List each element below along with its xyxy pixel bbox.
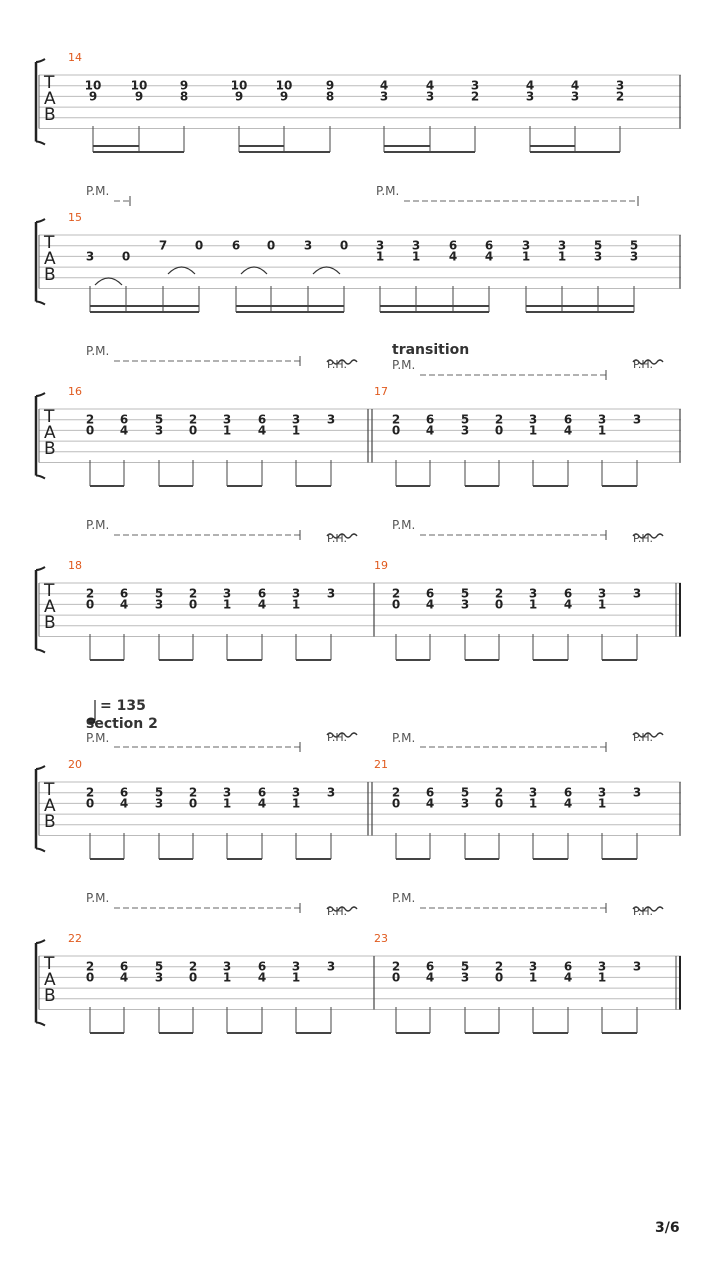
fret-number: 9 (234, 89, 244, 104)
fret-number: 1 (222, 423, 232, 438)
tab-clef-letter: A (44, 796, 56, 816)
fret-number: 3 (597, 412, 607, 427)
fret-number: 2 (85, 412, 95, 427)
fret-number: 4 (119, 423, 129, 438)
tab-clef-letter: T (44, 954, 55, 974)
fret-number: 0 (121, 249, 131, 264)
fret-number: 0 (85, 423, 95, 438)
fret-number: 9 (279, 89, 289, 104)
fret-number: 7 (158, 238, 168, 253)
palm-mute-label: P.M. (86, 184, 110, 198)
pinch-harmonic-label: P.H. (327, 731, 347, 744)
fret-number: 2 (85, 959, 95, 974)
fret-number: 3 (593, 249, 603, 264)
fret-number: 2 (391, 412, 401, 427)
tab-clef-letter: T (44, 73, 55, 93)
palm-mute-label: P.M. (86, 344, 110, 358)
fret-number: 1 (528, 970, 538, 985)
fret-number: 1 (528, 597, 538, 612)
fret-number: 0 (188, 796, 198, 811)
pinch-harmonic-label: P.H. (327, 358, 347, 371)
fret-number: 3 (528, 586, 538, 601)
fret-number: 3 (460, 970, 470, 985)
pinch-harmonic-label: P.H. (327, 532, 347, 545)
tab-clef-letter: B (44, 986, 56, 1006)
fret-number: 4 (570, 78, 580, 93)
fret-number: 4 (425, 597, 435, 612)
fret-number: 1 (597, 423, 607, 438)
fret-number: 4 (563, 796, 573, 811)
fret-number: 9 (88, 89, 98, 104)
fret-number: 4 (257, 423, 267, 438)
tab-clef-letter: T (44, 581, 55, 601)
fret-number: 4 (257, 970, 267, 985)
palm-mute-label: P.M. (86, 731, 110, 745)
fret-number: 3 (222, 412, 232, 427)
fret-number: 6 (425, 959, 435, 974)
measure-number: 23 (374, 932, 388, 945)
fret-number: 2 (188, 586, 198, 601)
fret-number: 3 (597, 586, 607, 601)
fret-number: 6 (257, 412, 267, 427)
fret-number: 8 (179, 89, 189, 104)
tab-clef-letter: B (44, 613, 56, 633)
fret-number: 3 (521, 238, 531, 253)
bracket-hook (36, 766, 45, 769)
fret-number: 3 (326, 412, 336, 427)
fret-number: 3 (528, 412, 538, 427)
fret-number: 3 (411, 238, 421, 253)
fret-number: 3 (154, 796, 164, 811)
fret-number: 10 (130, 78, 148, 93)
fret-number: 1 (521, 249, 531, 264)
fret-number: 3 (326, 959, 336, 974)
fret-number: 1 (222, 597, 232, 612)
fret-number: 4 (119, 970, 129, 985)
fret-number: 6 (257, 959, 267, 974)
bracket-hook (36, 59, 45, 62)
fret-number: 3 (154, 423, 164, 438)
fret-number: 6 (257, 586, 267, 601)
measure-number: 14 (68, 51, 82, 64)
fret-number: 6 (119, 785, 129, 800)
fret-number: 6 (425, 412, 435, 427)
fret-number: 6 (484, 238, 494, 253)
fret-number: 2 (391, 959, 401, 974)
fret-number: 1 (597, 597, 607, 612)
bracket-hook (36, 393, 45, 396)
fret-number: 4 (525, 78, 535, 93)
bracket-hook (36, 476, 45, 479)
fret-number: 5 (460, 959, 470, 974)
bracket-hook (36, 1023, 45, 1026)
fret-number: 3 (629, 249, 639, 264)
fret-number: 2 (188, 785, 198, 800)
fret-number: 0 (188, 970, 198, 985)
fret-number: 0 (391, 597, 401, 612)
fret-number: 10 (230, 78, 248, 93)
tab-clef-letter: T (44, 780, 55, 800)
tie-slur (168, 267, 195, 274)
fret-number: 9 (325, 78, 335, 93)
tie-slur (313, 267, 340, 274)
palm-mute-label: P.M. (376, 184, 400, 198)
tie-slur (241, 267, 267, 274)
measure-number: 18 (68, 559, 82, 572)
fret-number: 5 (154, 959, 164, 974)
fret-number: 4 (425, 78, 435, 93)
fret-number: 5 (154, 586, 164, 601)
fret-number: 0 (494, 597, 504, 612)
fret-number: 5 (593, 238, 603, 253)
fret-number: 4 (563, 423, 573, 438)
fret-number: 5 (629, 238, 639, 253)
fret-number: 6 (231, 238, 241, 253)
fret-number: 10 (84, 78, 102, 93)
fret-number: 5 (154, 412, 164, 427)
fret-number: 3 (632, 412, 642, 427)
palm-mute-label: P.M. (86, 891, 110, 905)
bracket-hook (36, 142, 45, 145)
fret-number: 3 (460, 597, 470, 612)
palm-mute-label: P.M. (86, 518, 110, 532)
fret-number: 2 (494, 959, 504, 974)
fret-number: 3 (154, 970, 164, 985)
fret-number: 3 (597, 959, 607, 974)
fret-number: 2 (188, 959, 198, 974)
fret-number: 1 (375, 249, 385, 264)
fret-number: 0 (266, 238, 276, 253)
fret-number: 4 (563, 970, 573, 985)
tab-clef-letter: A (44, 423, 56, 443)
fret-number: 10 (275, 78, 293, 93)
tab-clef-letter: A (44, 89, 56, 109)
fret-number: 4 (563, 597, 573, 612)
bracket-hook (36, 940, 45, 943)
tab-clef-letter: B (44, 105, 56, 125)
fret-number: 3 (570, 89, 580, 104)
fret-number: 0 (188, 597, 198, 612)
fret-number: 0 (194, 238, 204, 253)
page-number: 3/6 (655, 1220, 680, 1236)
fret-number: 3 (85, 249, 95, 264)
tab-clef-letter: A (44, 597, 56, 617)
fret-number: 3 (632, 959, 642, 974)
fret-number: 1 (597, 970, 607, 985)
pinch-harmonic-label: P.H. (633, 532, 653, 545)
fret-number: 0 (85, 970, 95, 985)
fret-number: 8 (325, 89, 335, 104)
tab-clef-letter: T (44, 407, 55, 427)
fret-number: 2 (615, 89, 625, 104)
fret-number: 3 (597, 785, 607, 800)
fret-number: 4 (448, 249, 458, 264)
fret-number: 2 (188, 412, 198, 427)
fret-number: 0 (494, 970, 504, 985)
fret-number: 4 (425, 796, 435, 811)
measure-number: 19 (374, 559, 388, 572)
fret-number: 1 (291, 970, 301, 985)
palm-mute-label: P.M. (392, 891, 416, 905)
bracket-hook (36, 219, 45, 222)
fret-number: 1 (528, 796, 538, 811)
fret-number: 2 (470, 89, 480, 104)
fret-number: 9 (134, 89, 144, 104)
fret-number: 5 (460, 412, 470, 427)
fret-number: 3 (222, 785, 232, 800)
measure-number: 16 (68, 385, 82, 398)
fret-number: 0 (494, 796, 504, 811)
fret-number: 1 (291, 597, 301, 612)
fret-number: 2 (85, 586, 95, 601)
fret-number: 0 (391, 970, 401, 985)
fret-number: 0 (339, 238, 349, 253)
fret-number: 3 (291, 785, 301, 800)
fret-number: 0 (188, 423, 198, 438)
fret-number: 3 (375, 238, 385, 253)
fret-number: 3 (528, 785, 538, 800)
measure-number: 17 (374, 385, 388, 398)
tab-clef-letter: B (44, 265, 56, 285)
fret-number: 3 (291, 412, 301, 427)
fret-number: 3 (460, 423, 470, 438)
fret-number: 4 (379, 78, 389, 93)
tempo-marking: = 135 (100, 698, 146, 714)
palm-mute-label: P.M. (392, 358, 416, 372)
bracket-hook (36, 567, 45, 570)
fret-number: 3 (632, 785, 642, 800)
fret-number: 4 (119, 796, 129, 811)
fret-number: 0 (85, 597, 95, 612)
fret-number: 2 (494, 586, 504, 601)
measure-number: 22 (68, 932, 82, 945)
fret-number: 4 (484, 249, 494, 264)
fret-number: 6 (448, 238, 458, 253)
tie-slur (95, 278, 122, 285)
fret-number: 3 (528, 959, 538, 974)
fret-number: 5 (154, 785, 164, 800)
tab-clef-letter: A (44, 249, 56, 269)
fret-number: 9 (179, 78, 189, 93)
fret-number: 1 (528, 423, 538, 438)
fret-number: 1 (222, 796, 232, 811)
fret-number: 6 (119, 412, 129, 427)
fret-number: 3 (154, 597, 164, 612)
fret-number: 3 (222, 586, 232, 601)
fret-number: 2 (391, 785, 401, 800)
palm-mute-label: P.M. (392, 518, 416, 532)
tab-clef-letter: T (44, 233, 55, 253)
section-2-marker: section 2 (86, 716, 158, 732)
fret-number: 3 (525, 89, 535, 104)
fret-number: 1 (597, 796, 607, 811)
fret-number: 3 (557, 238, 567, 253)
fret-number: 6 (563, 586, 573, 601)
fret-number: 3 (470, 78, 480, 93)
fret-number: 6 (425, 785, 435, 800)
fret-number: 0 (494, 423, 504, 438)
pinch-harmonic-label: P.H. (633, 905, 653, 918)
tab-clef-letter: B (44, 812, 56, 832)
fret-number: 3 (291, 586, 301, 601)
fret-number: 0 (85, 796, 95, 811)
fret-number: 1 (291, 796, 301, 811)
fret-number: 2 (494, 785, 504, 800)
fret-number: 5 (460, 785, 470, 800)
fret-number: 2 (494, 412, 504, 427)
fret-number: 6 (563, 959, 573, 974)
fret-number: 0 (391, 796, 401, 811)
fret-number: 6 (119, 959, 129, 974)
measure-number: 15 (68, 211, 82, 224)
palm-mute-label: P.M. (392, 731, 416, 745)
bracket-hook (36, 302, 45, 305)
fret-number: 3 (222, 959, 232, 974)
bracket-hook (36, 650, 45, 653)
fret-number: 3 (303, 238, 313, 253)
fret-number: 2 (391, 586, 401, 601)
fret-number: 6 (563, 785, 573, 800)
fret-number: 1 (557, 249, 567, 264)
fret-number: 3 (425, 89, 435, 104)
tab-clef-letter: B (44, 439, 56, 459)
fret-number: 6 (425, 586, 435, 601)
fret-number: 3 (615, 78, 625, 93)
transition-marker: transition (392, 342, 470, 358)
fret-number: 5 (460, 586, 470, 601)
measure-number: 20 (68, 758, 82, 771)
fret-number: 1 (222, 970, 232, 985)
fret-number: 3 (460, 796, 470, 811)
fret-number: 3 (326, 586, 336, 601)
fret-number: 3 (291, 959, 301, 974)
fret-number: 6 (119, 586, 129, 601)
fret-number: 4 (119, 597, 129, 612)
fret-number: 2 (85, 785, 95, 800)
fret-number: 4 (257, 796, 267, 811)
tab-clef-letter: A (44, 970, 56, 990)
pinch-harmonic-label: P.H. (327, 905, 347, 918)
fret-number: 1 (411, 249, 421, 264)
pinch-harmonic-label: P.H. (633, 358, 653, 371)
bracket-hook (36, 849, 45, 852)
fret-number: 4 (257, 597, 267, 612)
fret-number: 6 (563, 412, 573, 427)
fret-number: 3 (632, 586, 642, 601)
fret-number: 3 (379, 89, 389, 104)
fret-number: 1 (291, 423, 301, 438)
pinch-harmonic-label: P.H. (633, 731, 653, 744)
fret-number: 4 (425, 970, 435, 985)
measure-number: 21 (374, 758, 388, 771)
fret-number: 4 (425, 423, 435, 438)
fret-number: 3 (326, 785, 336, 800)
fret-number: 0 (391, 423, 401, 438)
fret-number: 6 (257, 785, 267, 800)
